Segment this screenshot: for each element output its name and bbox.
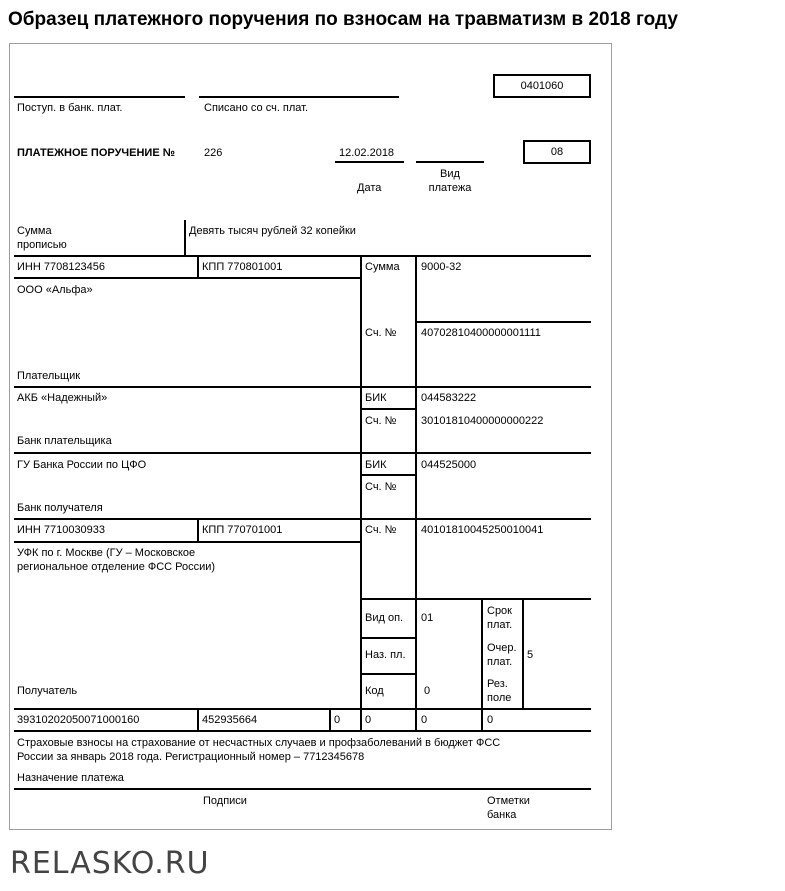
recipient-bank-name: ГУ Банка России по ЦФО <box>17 459 147 471</box>
grid-line <box>14 518 591 520</box>
received-date-line <box>14 96 185 98</box>
payer-bank-name: АКБ «Надежный» <box>17 392 108 404</box>
grid-vline <box>197 518 199 542</box>
grid-line <box>416 321 591 323</box>
kbk-value: 39310202050071000160 <box>17 714 140 726</box>
debited-label: Списано со сч. плат. <box>204 102 309 114</box>
doc-date-value: 0 <box>487 714 494 726</box>
grid-line <box>14 541 361 543</box>
recipient-account: 40101810045250010041 <box>421 524 544 536</box>
purpose-line1: Страховые взносы на страхование от несчастных случаев и профзаболеваний в бюджет ФСС <box>17 737 501 749</box>
grid-line <box>361 408 417 410</box>
received-label: Поступ. в банк. плат. <box>17 102 123 114</box>
grid-line <box>361 474 417 476</box>
bank-marks-label-2: банка <box>487 809 517 821</box>
recipient-label: Получатель <box>17 685 78 697</box>
debited-date-line <box>199 96 399 98</box>
basis-value: 0 <box>334 714 341 726</box>
grid-vline <box>360 255 362 730</box>
payer-bank-account-label: Сч. № <box>365 415 397 427</box>
amount-value: 9000-32 <box>421 261 462 273</box>
status-code-box: 08 <box>523 140 591 164</box>
code-label: Код <box>365 685 384 697</box>
recipient-name-line1: УФК по г. Москве (ГУ – Московское <box>17 547 196 559</box>
grid-line <box>14 730 591 732</box>
payer-bank-label: Банк плательщика <box>17 435 112 447</box>
amount-label: Сумма <box>365 261 400 273</box>
order-title: ПЛАТЕЖНОЕ ПОРУЧЕНИЕ № <box>17 147 175 159</box>
payer-name: ООО «Альфа» <box>17 284 93 296</box>
op-type-value: 01 <box>421 612 434 624</box>
term-label-1: Срок <box>487 605 512 617</box>
payer-kpp: КПП 770801001 <box>202 261 283 273</box>
term-label-2: плат. <box>487 619 513 631</box>
date-label: Дата <box>357 182 382 194</box>
reserve-label-2: поле <box>487 692 512 704</box>
payer-account-label: Сч. № <box>365 327 397 339</box>
payment-type-label: Вид платежа <box>428 168 472 194</box>
payer-label: Плательщик <box>17 370 81 382</box>
grid-vline <box>197 708 199 730</box>
purpose-line2: России за январь 2018 года. Регистрационный номер – 7712345678 <box>17 751 365 763</box>
payer-account: 40702810400000001111 <box>421 327 541 339</box>
order-number: 226 <box>204 147 223 159</box>
doc-number-value: 0 <box>421 714 428 726</box>
amount-words-divider <box>184 220 186 256</box>
grid-line <box>361 673 417 675</box>
recipient-name-line2: региональное отделение ФСС России) <box>17 561 216 573</box>
code-value: 0 <box>424 685 431 697</box>
signatures-label: Подписи <box>203 795 247 807</box>
period-value: 0 <box>365 714 372 726</box>
grid-line <box>361 637 417 639</box>
site-watermark: RELASKO.RU <box>10 846 210 881</box>
grid-line <box>14 277 361 279</box>
grid-line <box>14 788 591 790</box>
page-title: Образец платежного поручения по взносам на травматизм в 2018 году <box>8 9 678 30</box>
recipient-inn: ИНН 7710030933 <box>17 524 106 536</box>
priority-label-1: Очер. <box>487 642 517 654</box>
grid-vline <box>415 255 417 730</box>
grid-line <box>361 598 591 600</box>
payer-bank-bik-label: БИК <box>365 392 387 404</box>
payment-type-underline <box>416 161 484 163</box>
form-code-box: 0401060 <box>493 74 591 98</box>
date-underline <box>335 161 404 163</box>
amount-words-label: Сумма прописью <box>17 225 67 251</box>
payer-bank-bik: 044583222 <box>421 392 477 404</box>
payer-bank-account: 30101810400000000222 <box>421 415 544 427</box>
grid-vline <box>197 255 199 279</box>
op-type-label: Вид оп. <box>365 612 404 624</box>
grid-vline <box>481 598 483 730</box>
recipient-kpp: КПП 770701001 <box>202 524 283 536</box>
recipient-bank-bik: 044525000 <box>421 459 477 471</box>
oktmo-value: 452935664 <box>202 714 258 726</box>
payer-inn: ИНН 7708123456 <box>17 261 106 273</box>
recipient-bank-account-label: Сч. № <box>365 481 397 493</box>
grid-line <box>14 708 591 710</box>
priority-value: 5 <box>527 649 534 661</box>
recipient-bank-label: Банк получателя <box>17 502 103 514</box>
grid-line <box>14 386 591 388</box>
grid-vline <box>329 708 331 730</box>
recipient-account-label: Сч. № <box>365 524 397 536</box>
grid-line <box>14 255 591 257</box>
recipient-bank-bik-label: БИК <box>365 459 387 471</box>
grid-line <box>14 452 591 454</box>
purpose-code-label: Наз. пл. <box>365 649 406 661</box>
amount-words-value: Девять тысяч рублей 32 копейки <box>189 225 356 237</box>
reserve-label-1: Рез. <box>487 678 508 690</box>
priority-label-2: плат. <box>487 656 513 668</box>
order-date: 12.02.2018 <box>339 147 395 159</box>
bank-marks-label-1: Отметки <box>487 795 530 807</box>
grid-vline <box>522 598 524 710</box>
purpose-label: Назначение платежа <box>17 772 124 784</box>
